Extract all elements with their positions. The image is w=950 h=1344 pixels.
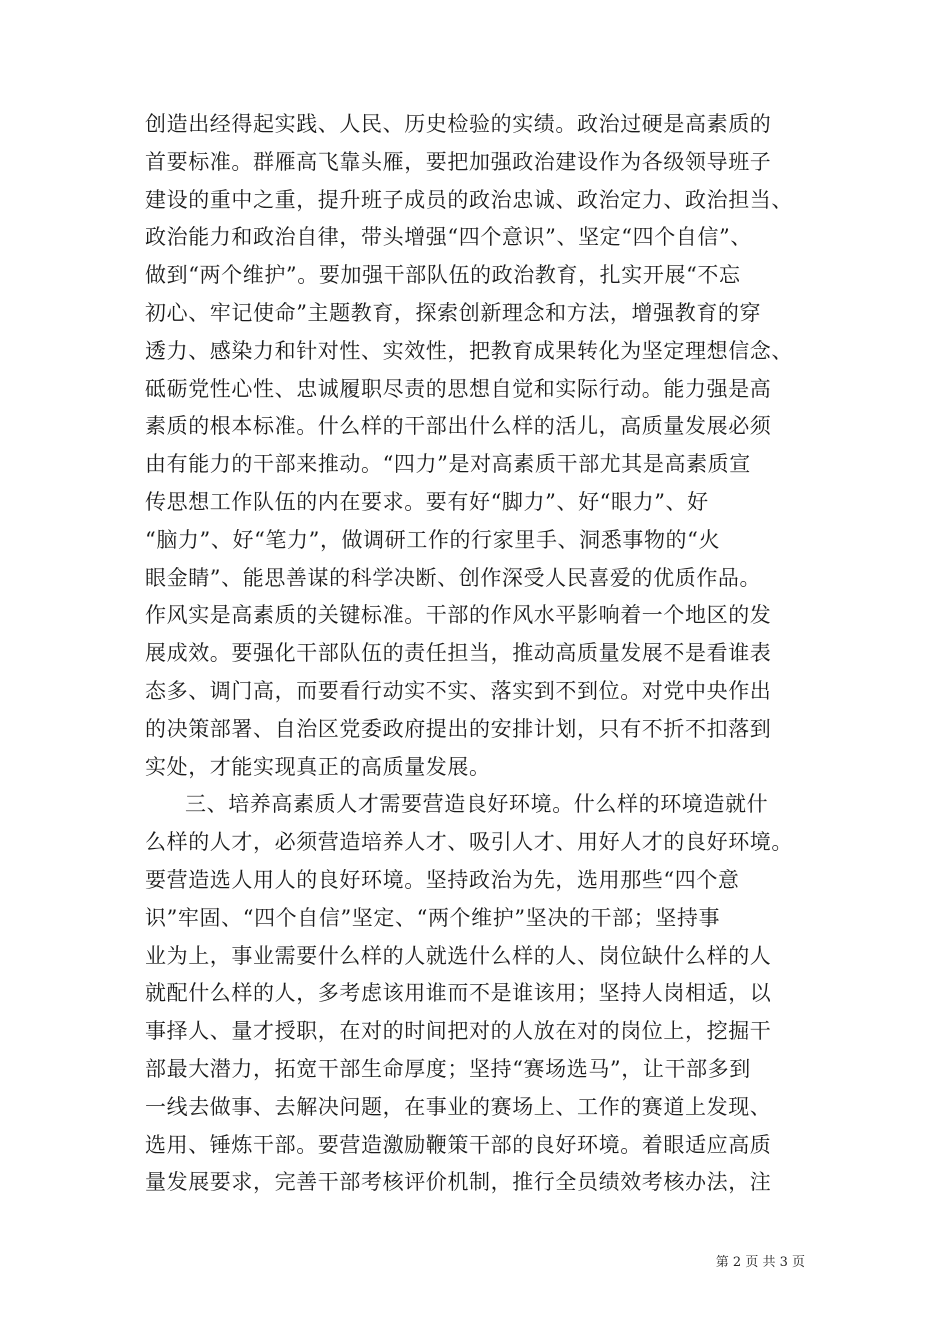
text-line: 初心、牢记使命”主题教育，探索创新理念和方法，增强教育的穿 bbox=[145, 300, 762, 325]
text-line: 作风实是高素质的关键标准。干部的作风水平影响着一个地区的发 bbox=[145, 603, 772, 628]
text-line: 透力、感染力和针对性、实效性，把教育成果转化为坚定理想信念、 bbox=[145, 338, 793, 363]
page-number: 第 2 页 共 3 页 bbox=[715, 1255, 805, 1270]
text-line: 砥砺党性心性、忠诚履职尽责的思想自觉和实际行动。能力强是高 bbox=[145, 376, 772, 401]
text-line: 选用、锤炼干部。要营造激励鞭策干部的良好环境。着眼适应高质 bbox=[145, 1132, 772, 1157]
text-line: 事择人、量才授职，在对的时间把对的人放在对的岗位上，挖掘干 bbox=[145, 1019, 772, 1044]
text-line: 识”牢固、“四个自信”坚定、“两个维护”坚决的干部；坚持事 bbox=[145, 905, 721, 930]
text-line: 眼金睛”、能思善谋的科学决断、创作深受人民喜爱的优质作品。 bbox=[145, 565, 762, 590]
section-heading-line: 三、培养高素质人才需要营造良好环境。什么样的环境造就什 bbox=[185, 792, 769, 817]
text-line: 素质的根本标准。什么样的干部出什么样的活儿，高质量发展必须 bbox=[145, 414, 772, 439]
text-line: 么样的人才，必须营造培养人才、吸引人才、用好人才的良好环境。 bbox=[145, 830, 793, 855]
text-line: 就配什么样的人，多考虑该用谁而不是谁该用；坚持人岗相适，以 bbox=[145, 981, 772, 1006]
text-line: 的决策部署、自治区党委政府提出的安排计划，只有不折不扣落到 bbox=[145, 716, 772, 741]
text-line: 业为上，事业需要什么样的人就选什么样的人、岗位缺什么样的人 bbox=[145, 943, 772, 968]
text-line: “脑力”、好“笔力”，做调研工作的行家里手、洞悉事物的“火 bbox=[145, 527, 721, 552]
text-line: 态多、调门高，而要看行动实不实、落实到不到位。对党中央作出 bbox=[145, 678, 772, 703]
text-line: 创造出经得起实践、人民、历史检验的实绩。政治过硬是高素质的 bbox=[145, 112, 772, 136]
text-line: 建设的重中之重，提升班子成员的政治忠诚、政治定力、政治担当、 bbox=[145, 187, 793, 212]
text-line: 一线去做事、去解决问题，在事业的赛场上、工作的赛道上发现、 bbox=[145, 1094, 772, 1119]
text-line: 实处，才能实现真正的高质量发展。 bbox=[145, 754, 491, 779]
body-text bbox=[145, 106, 815, 1202]
text-line: 量发展要求，完善干部考核评价机制，推行全员绩效考核办法，注 bbox=[145, 1170, 772, 1195]
text-line: 传思想工作队伍的内在要求。要有好“脚力”、好“眼力”、好 bbox=[145, 489, 709, 514]
text-line: 要营造选人用人的良好环境。坚持政治为先，选用那些“四个意 bbox=[145, 867, 740, 892]
text-line: 部最大潜力，拓宽干部生命厚度；坚持“赛场选马”，让干部多到 bbox=[145, 1056, 751, 1081]
text-line: 首要标准。群雁高飞靠头雁，要把加强政治建设作为各级领导班子 bbox=[145, 149, 772, 174]
text-line: 政治能力和政治自律，带头增强“四个意识”、坚定“四个自信”、 bbox=[145, 225, 752, 250]
text-line: 展成效。要强化干部队伍的责任担当，推动高质量发展不是看谁表 bbox=[145, 641, 772, 666]
text-line: 做到“两个维护”。要加强干部队伍的政治教育，扎实开展“不忘 bbox=[145, 263, 741, 288]
text-line: 由有能力的干部来推动。“四力”是对高素质干部尤其是高素质宣 bbox=[145, 452, 751, 477]
